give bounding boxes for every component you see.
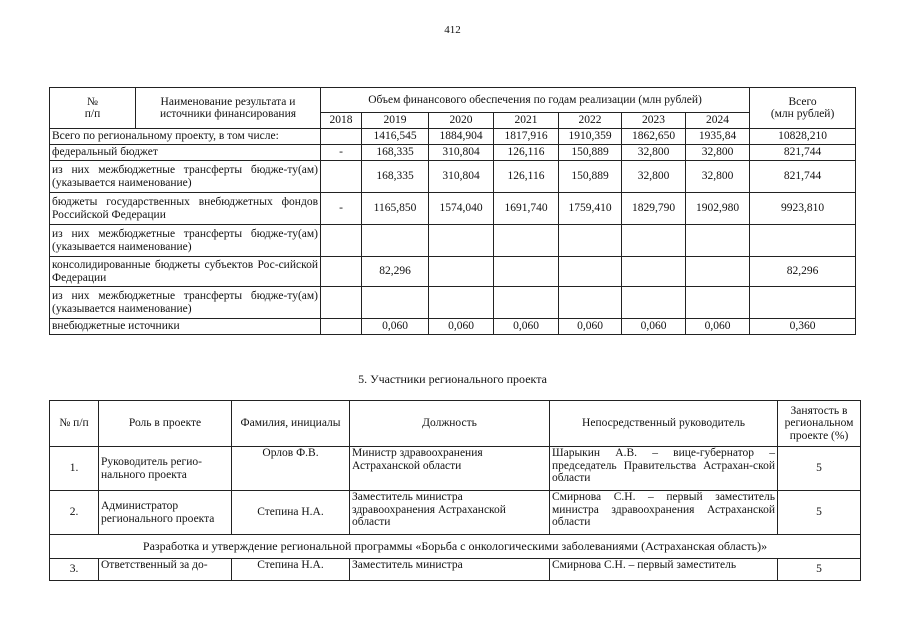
participants-table xyxy=(49,400,861,581)
row-label: внебюджетные источники xyxy=(50,319,321,335)
cell xyxy=(494,257,559,287)
row-label: из них межбюджетные трансферты бюдже-ту(ам) (указывается наименование) xyxy=(50,287,321,319)
row-name: Степина Н.А. xyxy=(232,491,350,535)
header-volume: Объем финансового обеспечения по годам реализации (млн рублей) xyxy=(321,88,750,113)
table-row xyxy=(50,491,861,535)
cell xyxy=(362,287,429,319)
section-title: 5. Участники регионального проекта xyxy=(358,372,547,386)
subheader-row xyxy=(50,535,861,559)
year-2020: 2020 xyxy=(429,113,494,129)
cell: 1574,040 xyxy=(429,193,494,225)
cell xyxy=(559,257,622,287)
table-row xyxy=(50,193,856,225)
table-row xyxy=(50,161,856,193)
row-name: Степина Н.А. xyxy=(232,559,350,581)
cell: - xyxy=(321,193,362,225)
cell xyxy=(622,287,686,319)
row-employment: 5 xyxy=(778,559,861,581)
cell: 126,116 xyxy=(494,145,559,161)
row-role: Ответственный за до- xyxy=(99,559,232,581)
cell: 1691,740 xyxy=(494,193,559,225)
row-label: консолидированные бюджеты субъектов Рос-сийской Федерации xyxy=(50,257,321,287)
table-row xyxy=(50,145,856,161)
row-position: Министр здравоохранения Астраханской области xyxy=(350,447,550,491)
table-row xyxy=(50,447,861,491)
cell: 168,335 xyxy=(362,145,429,161)
row-employment: 5 xyxy=(778,447,861,491)
year-2021: 2021 xyxy=(494,113,559,129)
cell: 1165,850 xyxy=(362,193,429,225)
table-row xyxy=(50,129,856,145)
cell: 82,296 xyxy=(362,257,429,287)
cell xyxy=(321,287,362,319)
cell: 1759,410 xyxy=(559,193,622,225)
row-total: 9923,810 xyxy=(750,193,856,225)
cell: 310,804 xyxy=(429,161,494,193)
year-2019: 2019 xyxy=(362,113,429,129)
cell xyxy=(321,225,362,257)
cell: 1862,650 xyxy=(622,129,686,145)
cell: 32,800 xyxy=(686,161,750,193)
row-position: Заместитель министра xyxy=(350,559,550,581)
header-position: Должность xyxy=(350,401,550,447)
cell: 0,060 xyxy=(362,319,429,335)
cell xyxy=(429,225,494,257)
header-supervisor: Непосредственный руководитель xyxy=(550,401,778,447)
row-label: Всего по региональному проекту, в том числе: xyxy=(50,129,321,145)
cell xyxy=(321,129,362,145)
row-position: Заместитель министра здравоохранения Астраханской области xyxy=(350,491,550,535)
row-label: из них межбюджетные трансферты бюдже-ту(ам) (указывается наименование) xyxy=(50,161,321,193)
cell: 1416,545 xyxy=(362,129,429,145)
row-total xyxy=(750,225,856,257)
row-total xyxy=(750,287,856,319)
cell: 1935,84 xyxy=(686,129,750,145)
cell xyxy=(622,257,686,287)
cell: - xyxy=(321,145,362,161)
cell: 150,889 xyxy=(559,145,622,161)
cell: 0,060 xyxy=(622,319,686,335)
row-role: Администратор регионального проекта xyxy=(99,491,232,535)
cell: 0,060 xyxy=(429,319,494,335)
row-no: 3. xyxy=(50,559,99,581)
cell: 0,060 xyxy=(494,319,559,335)
table-row xyxy=(50,287,856,319)
header-name: Наименование результата и источники финансирования xyxy=(136,88,321,129)
cell: 32,800 xyxy=(622,145,686,161)
row-total: 821,744 xyxy=(750,145,856,161)
cell xyxy=(429,287,494,319)
cell: 0,060 xyxy=(559,319,622,335)
finance-table xyxy=(49,87,856,335)
year-2018: 2018 xyxy=(321,113,362,129)
cell: 1817,916 xyxy=(494,129,559,145)
cell xyxy=(494,225,559,257)
row-supervisor: Смирнова С.Н. – первый заместитель xyxy=(550,559,778,581)
page-number: 412 xyxy=(444,24,461,36)
table-row xyxy=(50,257,856,287)
cell: 1902,980 xyxy=(686,193,750,225)
year-2022: 2022 xyxy=(559,113,622,129)
cell: 1829,790 xyxy=(622,193,686,225)
row-total: 0,360 xyxy=(750,319,856,335)
header-no: № п/п xyxy=(50,401,99,447)
cell: 32,800 xyxy=(622,161,686,193)
row-role: Руководитель регио-нального проекта xyxy=(99,447,232,491)
row-supervisor: Смирнова С.Н. – первый заместитель министра здравоохранения Астраханской области xyxy=(550,491,778,535)
row-employment: 5 xyxy=(778,491,861,535)
row-name: Орлов Ф.В. xyxy=(232,447,350,491)
header-role: Роль в проекте xyxy=(99,401,232,447)
cell xyxy=(559,225,622,257)
row-total: 10828,210 xyxy=(750,129,856,145)
cell: 126,116 xyxy=(494,161,559,193)
table-row xyxy=(50,559,861,581)
header-no: № п/п xyxy=(50,88,136,129)
cell: 310,804 xyxy=(429,145,494,161)
table-row xyxy=(50,319,856,335)
table-row xyxy=(50,225,856,257)
cell xyxy=(321,257,362,287)
header-name: Фамилия, инициалы xyxy=(232,401,350,447)
cell: 150,889 xyxy=(559,161,622,193)
cell: 1910,359 xyxy=(559,129,622,145)
subheader: Разработка и утверждение региональной программы «Борьба с онкологическими заболеваниями (Астраханская область)» xyxy=(50,535,861,559)
cell xyxy=(321,319,362,335)
cell xyxy=(686,257,750,287)
cell xyxy=(686,225,750,257)
row-total: 821,744 xyxy=(750,161,856,193)
cell: 168,335 xyxy=(362,161,429,193)
row-supervisor: Шарыкин А.В. – вице-губернатор – председатель Правительства Астрахан-ской области xyxy=(550,447,778,491)
cell xyxy=(494,287,559,319)
cell: 0,060 xyxy=(686,319,750,335)
cell xyxy=(559,287,622,319)
row-no: 2. xyxy=(50,491,99,535)
cell xyxy=(686,287,750,319)
row-label: из них межбюджетные трансферты бюдже-ту(ам) (указывается наименование) xyxy=(50,225,321,257)
year-2024: 2024 xyxy=(686,113,750,129)
cell xyxy=(622,225,686,257)
cell xyxy=(429,257,494,287)
cell: 32,800 xyxy=(686,145,750,161)
header-total: Всего (млн рублей) xyxy=(750,88,856,129)
row-label: бюджеты государственных внебюджетных фондов Российской Федерации xyxy=(50,193,321,225)
header-employment: Занятость в региональном проекте (%) xyxy=(778,401,861,447)
cell xyxy=(362,225,429,257)
row-no: 1. xyxy=(50,447,99,491)
row-label: федеральный бюджет xyxy=(50,145,321,161)
cell xyxy=(321,161,362,193)
row-total: 82,296 xyxy=(750,257,856,287)
cell: 1884,904 xyxy=(429,129,494,145)
year-2023: 2023 xyxy=(622,113,686,129)
